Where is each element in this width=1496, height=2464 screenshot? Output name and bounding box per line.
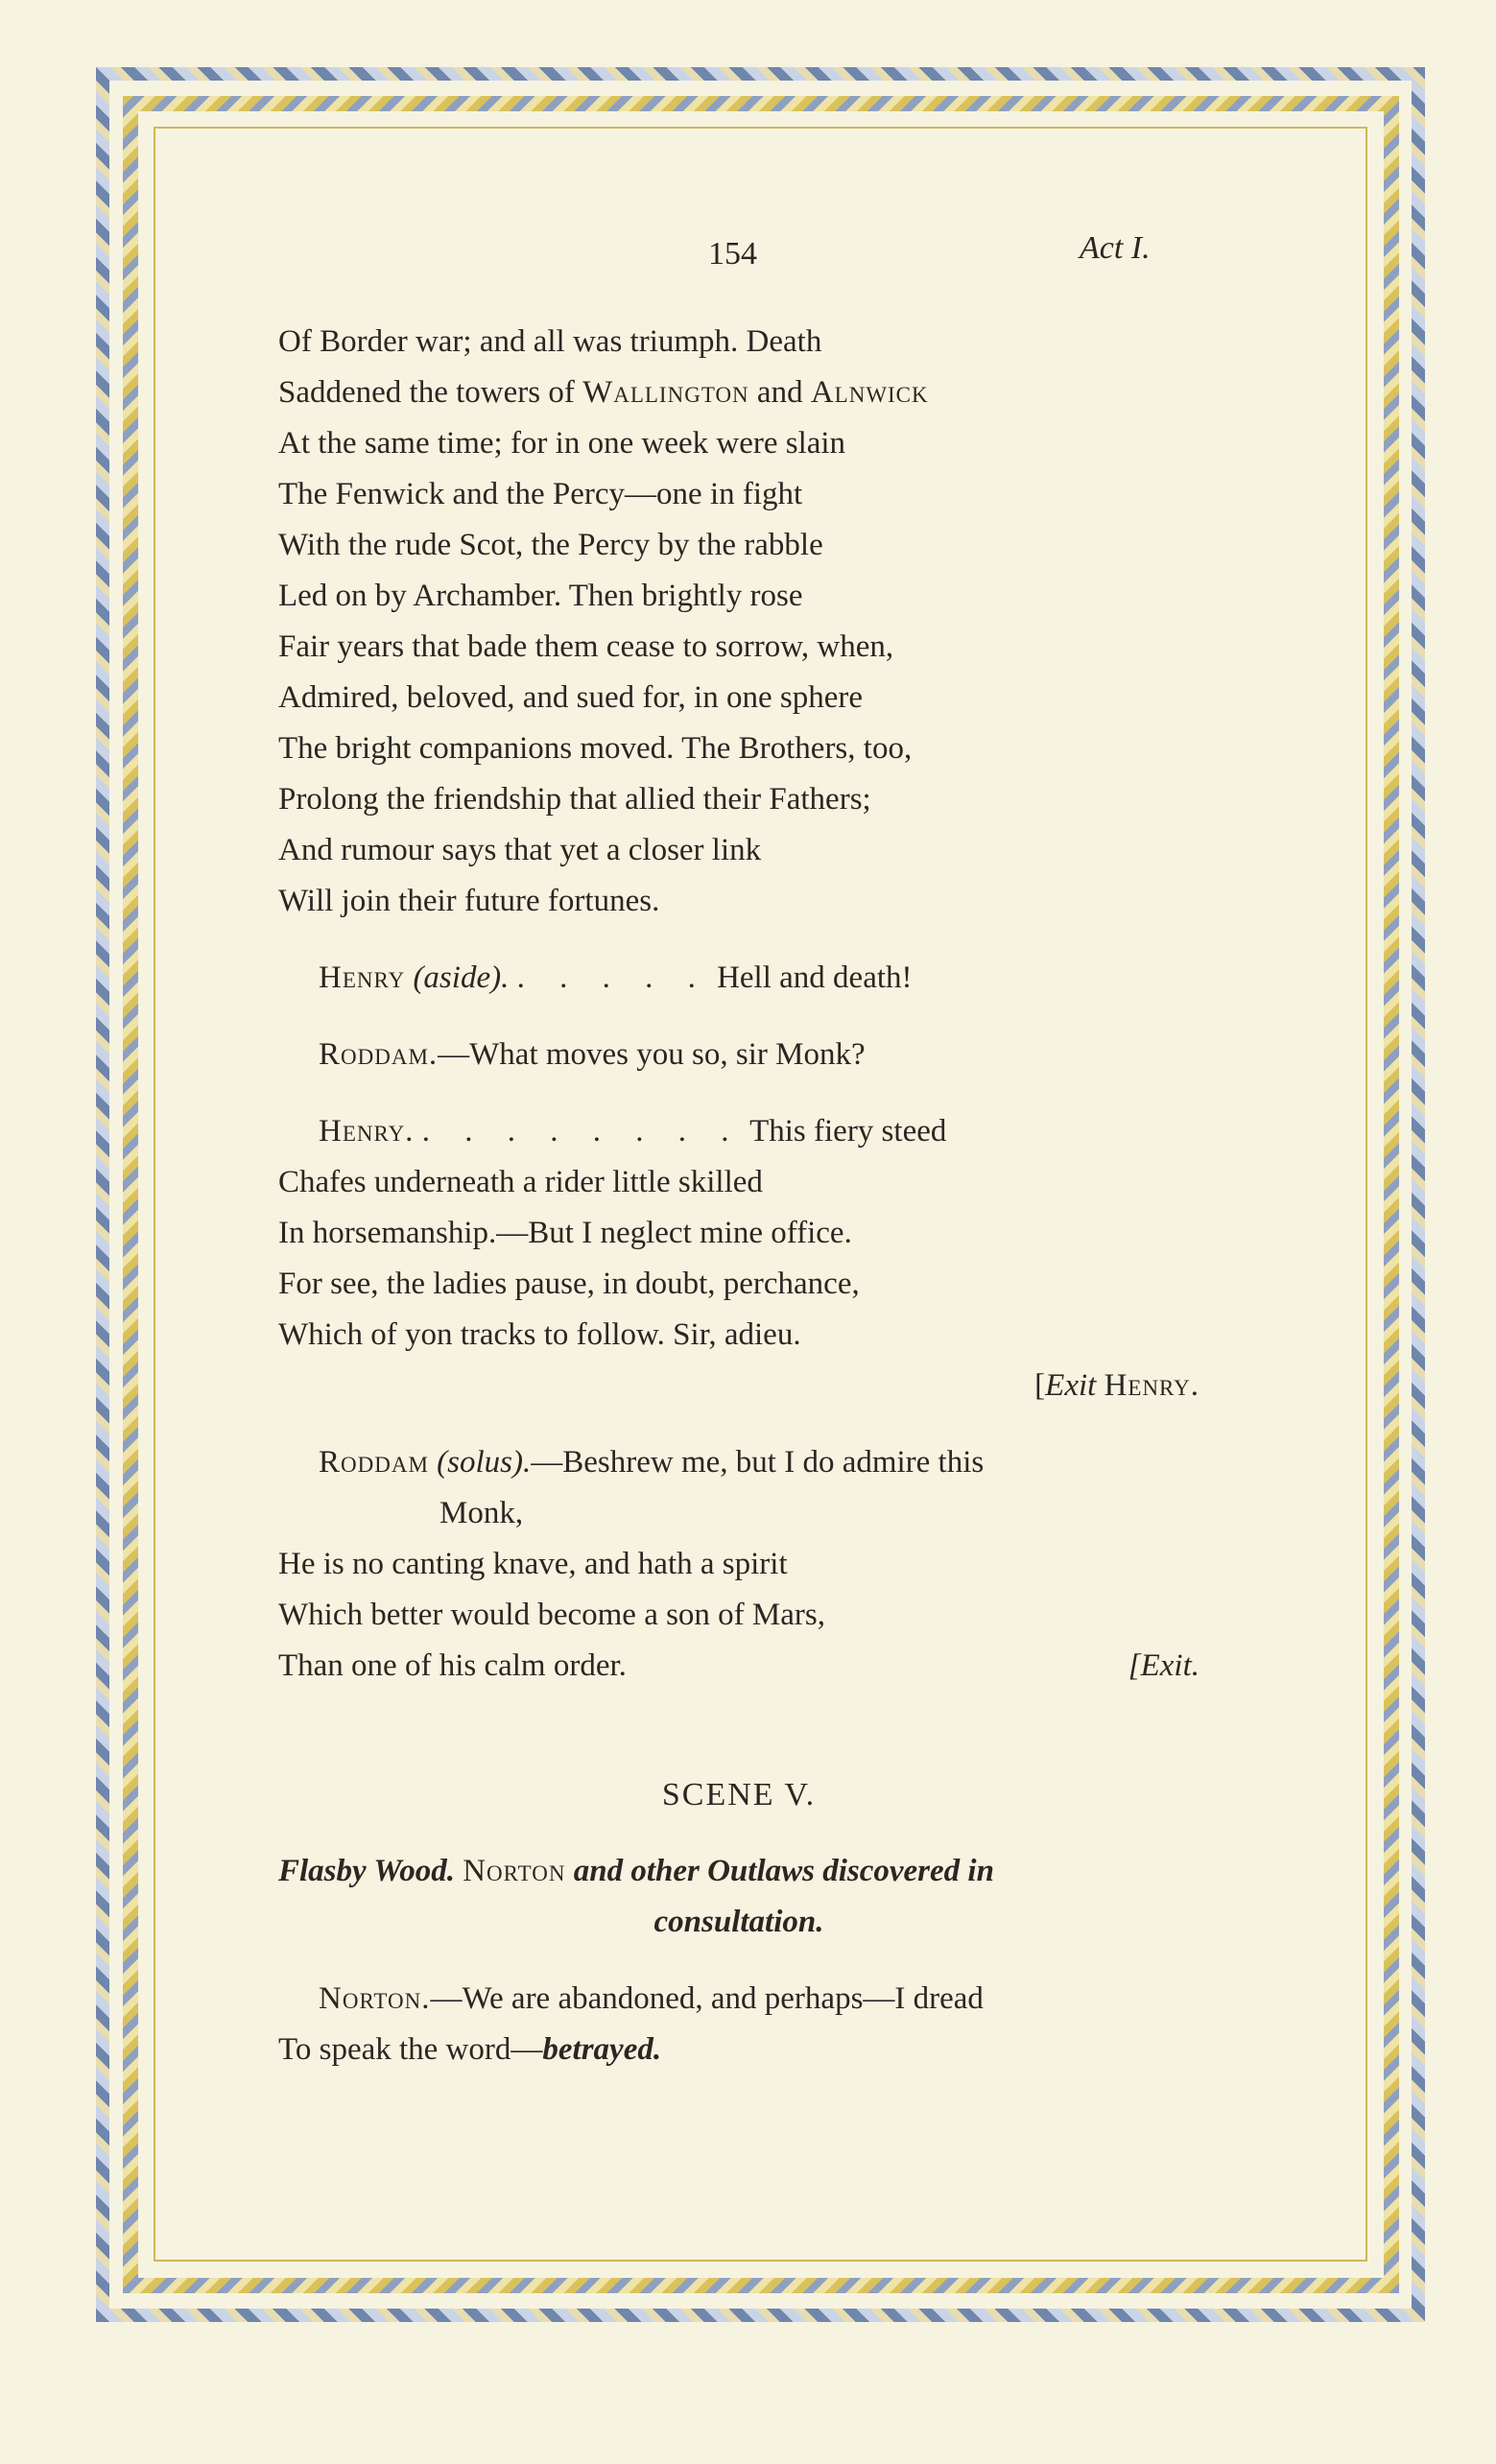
- speech-norton: [278, 1974, 1199, 2025]
- verse-line: The bright companions moved. The Brothers, too,: [278, 731, 913, 766]
- stage-aside: (aside).: [413, 960, 510, 995]
- dots: . . . . .: [516, 960, 709, 995]
- place-name: Wallington: [582, 375, 749, 410]
- verse-line: To speak the word—betrayed.: [278, 2032, 662, 2067]
- character-name: Norton: [463, 1854, 566, 1888]
- verse-line-with-exit: Than one of his calm order. [Exit.: [278, 1641, 1199, 1692]
- place-name: Alnwick: [810, 375, 929, 410]
- stage-aside: (solus).: [437, 1445, 532, 1480]
- verse-line: The Fenwick and the Percy—one in fight: [278, 477, 803, 511]
- speech-text: —We are abandoned, and perhaps—I dread: [430, 1981, 984, 2016]
- verse-line: In horsemanship.—But I neglect mine office.: [278, 1216, 852, 1250]
- verse-line: Prolong the friendship that allied their Fathers;: [278, 782, 871, 817]
- speaker-name: Henry: [319, 960, 406, 995]
- speaker-name: Henry.: [319, 1114, 415, 1149]
- scene-direction: Flasby Wood. Norton and other Outlaws discovered in: [278, 1854, 994, 1888]
- speaker-name: Roddam: [319, 1445, 429, 1480]
- speech-text: Hell and death!: [717, 960, 913, 995]
- speech-roddam: [278, 1030, 1199, 1080]
- speaker-name: Norton.: [319, 1981, 431, 2016]
- speech-text: —What moves you so, sir Monk?: [438, 1037, 866, 1072]
- speech-text: —Beshrew me, but I do admire this: [531, 1445, 985, 1480]
- speech-text: This fiery steed: [749, 1114, 947, 1149]
- speaker-name: Roddam.: [319, 1037, 439, 1072]
- scene-heading: SCENE V.: [661, 1777, 817, 1812]
- scene-place: Flasby Wood.: [278, 1854, 455, 1888]
- verse-line: Monk,: [439, 1496, 524, 1530]
- page-number: 154: [708, 236, 757, 272]
- verse-line: Which of yon tracks to follow. Sir, adieu.: [278, 1317, 801, 1352]
- verse-line: Will join their future fortunes.: [278, 884, 660, 918]
- stage-direction-exit: [Exit Henry.: [1034, 1368, 1199, 1403]
- dots: . . . . . . . .: [421, 1114, 743, 1149]
- verse-line: Which better would become a son of Mars,: [278, 1598, 825, 1632]
- speech-henry: [278, 1106, 1199, 1157]
- verse-line: Saddened the towers of Wallington and Alnwick: [278, 375, 929, 410]
- verse-line: And rumour says that yet a closer link: [278, 833, 762, 867]
- stage-direction-exit: [Exit.: [1128, 1648, 1199, 1683]
- verse-line: With the rude Scot, the Percy by the rabble: [278, 528, 823, 562]
- verse-line: Of Border war; and all was triumph. Death: [278, 324, 822, 359]
- page-header: [0, 230, 1496, 288]
- verse-line: For see, the ladies pause, in doubt, perchance,: [278, 1267, 860, 1301]
- act-label: Act I.: [1080, 230, 1151, 266]
- verse-line: Admired, beloved, and sued for, in one sphere: [278, 680, 864, 715]
- speech-henry-aside: [278, 953, 1199, 1004]
- verse-line: At the same time; for in one week were slain: [278, 426, 846, 461]
- play-text: [278, 317, 1199, 2075]
- speech-roddam-solus: [278, 1437, 1199, 1488]
- verse-line: Fair years that bade them cease to sorrow, when,: [278, 629, 894, 664]
- verse-line: Chafes underneath a rider little skilled: [278, 1165, 763, 1199]
- verse-line: He is no canting knave, and hath a spirit: [278, 1547, 788, 1581]
- verse-line: Led on by Archamber. Then brightly rose: [278, 579, 803, 613]
- scene-direction-cont: consultation.: [653, 1905, 824, 1939]
